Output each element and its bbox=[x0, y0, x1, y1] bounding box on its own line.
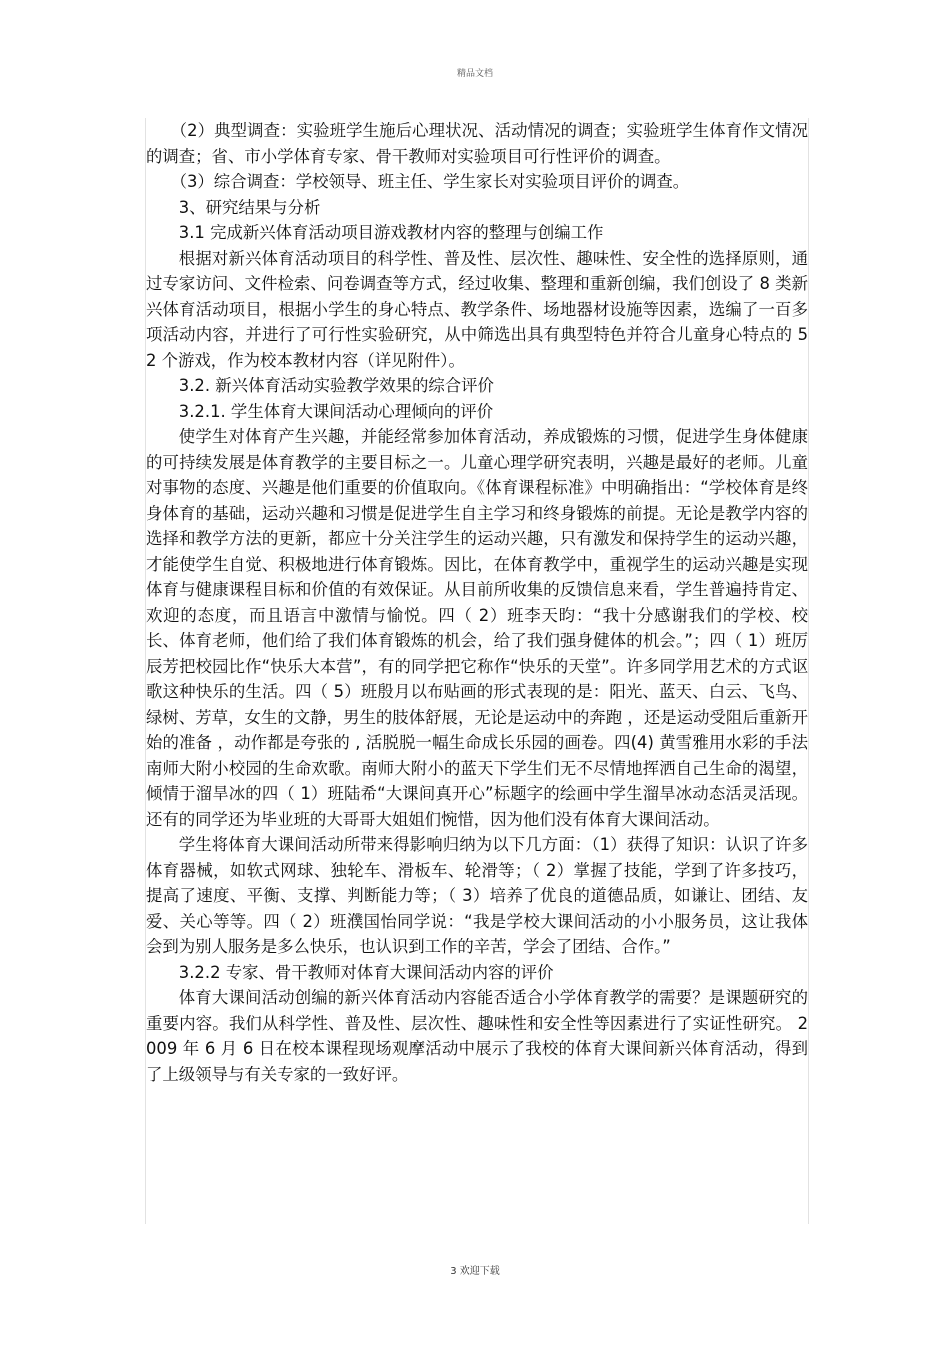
section-heading-results: 3、研究结果与分析 bbox=[178, 197, 321, 217]
paragraph-comprehensive-survey: （3）综合调查：学校领导、班主任、学生家长对实验项目评价的调查。 bbox=[170, 172, 690, 191]
subsection-heading-3-2-2: 3.2.2 专家、骨干教师对体育大课间活动内容的评价 bbox=[178, 962, 554, 982]
paragraph-student-interest: 使学生对体育产生兴趣，并能经常参加体育活动，养成锻炼的习惯，促进学生身体健康的可持续发展是体育教学的主要目标之一。儿童心理学研究表明，兴趣是最好的老师。儿童对事物的态度、兴趣是他们重要的价值取向。《体育课程标准》中明确指出：“学校体育是终身体育的基础，运动兴趣和习惯是促进学生自主学习和终身锻炼的前提。无论是教学内容的选择和教学方法的更新，都应十分关注学生的运动兴趣，只有激发和保持学生的运动兴趣，才能使学生自觉、积极地进行体育锻炼。因比，在体育教学中，重视学生的运动兴趣是实现体育与健康课程目标和价值的有效保证。从目前所收集的反馈信息来看，学生普遍持肯定、欢迎的态度，而且语言中激情与愉悦。四（ 2）班李天昀：“我十分感谢我们的学校、校长、体育老师，他们给了我们体育锻炼的机会，给了我们强身健体的机会。”；四（ 1）班厉辰芳把校园比作“快乐大本营”，有的同学把它称作“快乐的天堂”。许多同学用艺术的方式讴歌这种快乐的生活。四（ 5）班殷月以布贴画的形式表现的是：阳光、蓝天、白云、飞鸟、绿树、芳草，女生的文静，男生的肢体舒展，无论是运动中的奔跑 ，还是运动受阻后重新开始的准备 ，动作都是夸张的 , 活脱脱一幅生命成长乐园的画卷。四(4) 黄雪雅用水彩的手法南师大附小校园的生命欢歌。南师大附小的蓝天下学生们无不尽情地挥洒自己生命的渴望，倾情于溜旱冰的四（ 1）班陆希“大课间真开心”标题字的绘画中学生溜旱冰动态活灵活现。还有的同学还为毕业班的大哥哥大姐姐们惋惜，因为他们没有体育大课间活动。 bbox=[146, 427, 808, 829]
subsection-heading-3-1: 3.1 完成新兴体育活动项目游戏教材内容的整理与创编工作 bbox=[178, 223, 604, 242]
subsection-heading-3-2-1: 3.2.1. 学生体育大课间活动心理倾向的评价 bbox=[178, 401, 494, 421]
page-footer: 3 欢迎下载 bbox=[450, 1266, 500, 1277]
paragraph-materials: 根据对新兴体育活动项目的科学性、普及性、层次性、趣味性、安全性的选择原则，通过专家访问、文件检索、问卷调查等方式，经过收集、整理和重新创编，我们创设了 8 类新兴体育活动项目，根据小学生的身心特点、教学条件、场地器材设施等因素，选编了一百多项活动内容，并进行了可行性实验研究，从中筛选出具有典型特色并符合儿童身心特点的 52 个游戏，作为校本教材内容（详见附件）。 bbox=[146, 248, 808, 370]
subsection-heading-3-2: 3.2. 新兴体育活动实验教学效果的综合评价 bbox=[178, 376, 494, 395]
paragraph-expert-evaluation: 体育大课间活动创编的新兴体育活动内容能否适合小学体育教学的需要？是课题研究的重要内容。我们从科学性、普及性、层次性、趣味性和安全性等因素进行了实证性研究。 2009 年 6 月 6 日在校本课程现场观摩活动中展示了我校的体育大课间新兴体育活动，得到了上级领导与有关专家的一致好评。 bbox=[146, 988, 808, 1084]
paragraph-typical-survey: （2）典型调查：实验班学生施后心理状况、活动情况的调查；实验班学生体育作文情况的调查；省、市小学体育专家、骨干教师对实验项目可行性评价的调查。 bbox=[146, 121, 808, 166]
page-header: 精品文档 bbox=[456, 69, 493, 79]
paragraph-impact-summary: 学生将体育大课间活动所带来得影响归纳为以下几方面：（1）获得了知识：认识了许多体育器械，如软式网球、独轮车、滑板车、轮滑等；（ 2）掌握了技能，学到了许多技巧，提高了速度、平衡、支撑、判断能力等；（ 3）培养了优良的道德品质，如谦让、团结、友爱、关心等等。四（ 2）班濮国怡同学说：“我是学校大课间活动的小小服务员，这让我体会到为别人服务是多么快乐，也认识到工作的辛苦，学会了团结、合作。” bbox=[146, 835, 808, 956]
document-body bbox=[145, 118, 809, 1224]
